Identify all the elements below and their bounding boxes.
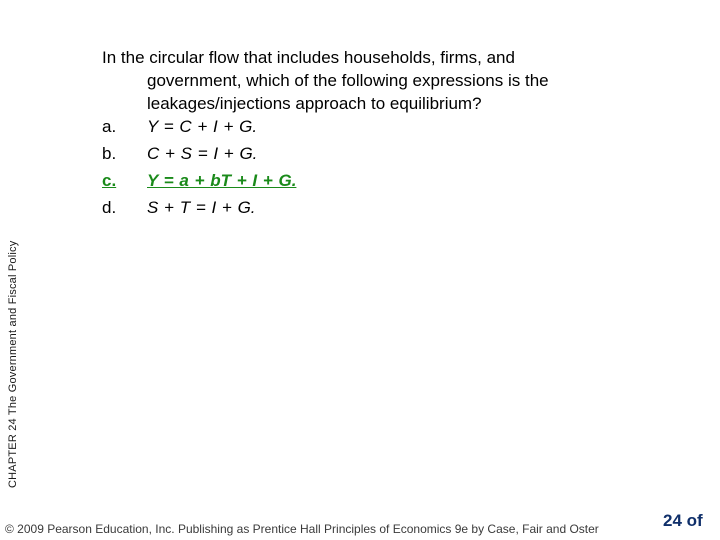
option-letter: d. bbox=[102, 198, 117, 217]
question-text bbox=[102, 46, 582, 115]
option-c-correct[interactable] bbox=[102, 169, 296, 196]
option-a[interactable] bbox=[102, 115, 296, 142]
option-letter: c. bbox=[102, 171, 117, 190]
option-expression: Y = C + I + G. bbox=[147, 117, 258, 136]
page-number: 24 of bbox=[663, 511, 703, 530]
option-b[interactable] bbox=[102, 142, 296, 169]
option-letter: b. bbox=[102, 144, 117, 163]
option-expression: C + S = I + G. bbox=[147, 144, 258, 163]
question-line-1: In the circular flow that includes households, firms, and bbox=[102, 48, 515, 67]
question-line-2: government, which of the following expressions is the bbox=[147, 71, 549, 90]
option-d[interactable] bbox=[102, 196, 296, 223]
option-expression: S + T = I + G. bbox=[147, 198, 256, 217]
question-line-3: leakages/injections approach to equilibrium? bbox=[147, 94, 482, 113]
option-expression: Y = a + bT + I + G. bbox=[147, 171, 297, 190]
chapter-label: CHAPTER 24 The Government and Fiscal Policy bbox=[7, 240, 19, 488]
answer-options bbox=[102, 115, 296, 223]
option-letter: a. bbox=[102, 117, 117, 136]
copyright-footer: © 2009 Pearson Education, Inc. Publishing as Prentice Hall Principles of Economics 9e by Case, Fair and Oster bbox=[5, 522, 599, 536]
